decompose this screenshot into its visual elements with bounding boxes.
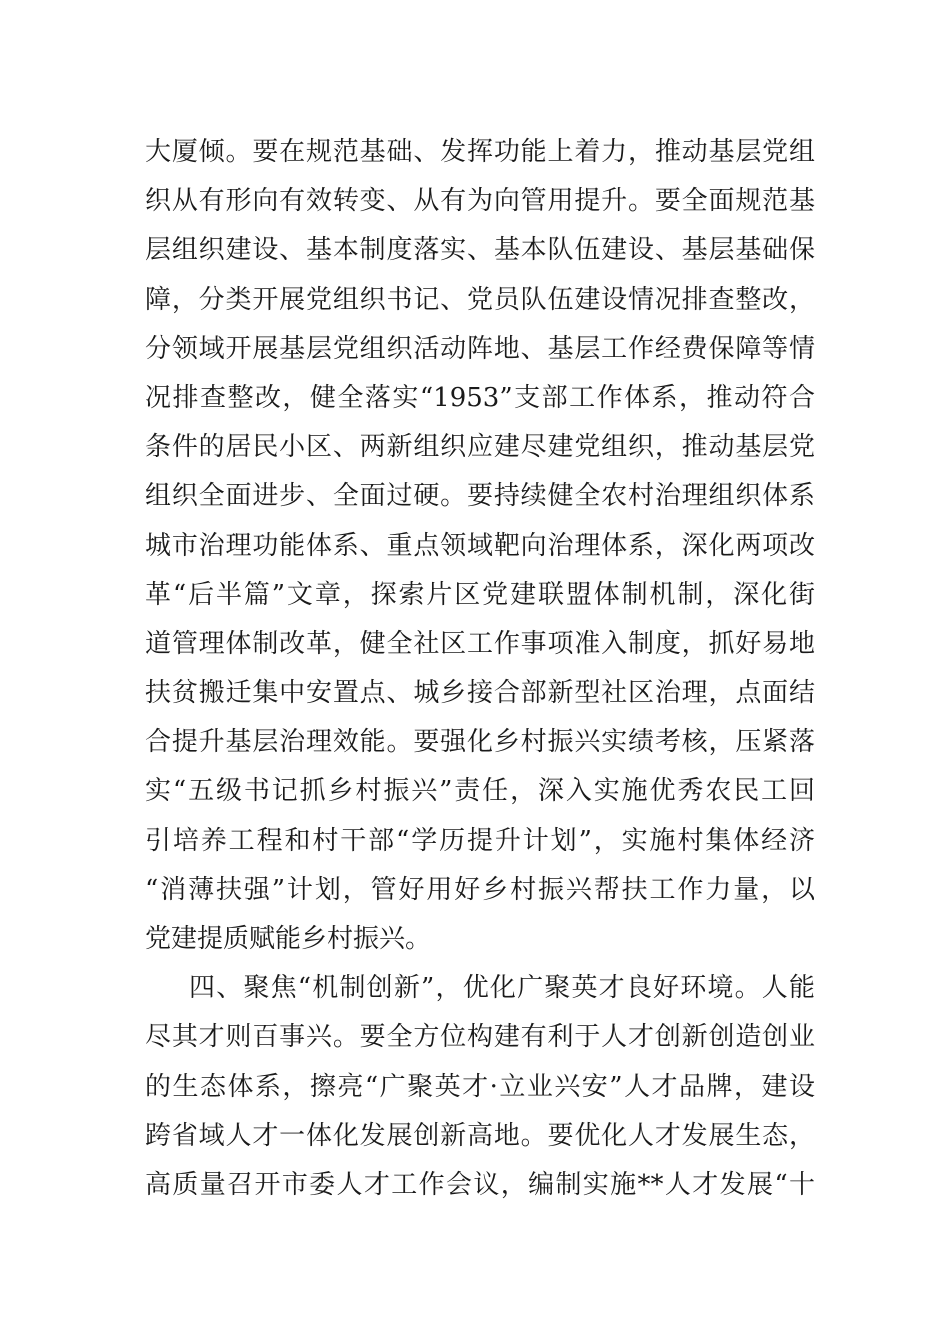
- text-line: 大厦倾。要在规范基础、发挥功能上着力，推动基层党组: [145, 137, 815, 167]
- text-line: 况排查整改，健全落实“1953”支部工作体系，推动符合: [145, 382, 815, 413]
- text-line: 引培养工程和村干部“学历提升计划”，实施村集体经济: [145, 825, 815, 856]
- text-line: 织从有形向有效转变、从有为向管用提升。要全面规范基: [145, 186, 815, 217]
- text-line: 障，分类开展党组织书记、党员队伍建设情况排查整改，: [145, 284, 815, 315]
- text-line: “消薄扶强”计划，管好用好乡村振兴帮扶工作力量，以: [145, 874, 815, 905]
- text-line: 组织全面进步、全面过硬。要持续健全农村治理组织体系: [145, 481, 815, 512]
- text-line: 跨省域人才一体化发展创新高地。要优化人才发展生态，: [145, 1120, 815, 1151]
- text-line: 扶贫搬迁集中安置点、城乡接合部新型社区治理，点面结: [145, 678, 815, 709]
- text-line: 分领域开展基层党组织活动阵地、基层工作经费保障等情: [145, 333, 815, 364]
- text-line: 高质量召开市委人才工作会议，编制实施**人才发展“十: [145, 1169, 815, 1200]
- text-line: 城市治理功能体系、重点领域靶向治理体系，深化两项改: [145, 530, 815, 561]
- text-line: 层组织建设、基本制度落实、基本队伍建设、基层基础保: [145, 235, 815, 266]
- text-line: 尽其才则百事兴。要全方位构建有利于人才创新创造创业: [145, 1022, 815, 1053]
- section-heading-line: 四、聚焦“机制创新”，优化广聚英才良好环境。人能: [189, 973, 815, 1004]
- text-line: 道管理体制改革，健全社区工作事项准入制度，抓好易地: [145, 628, 815, 659]
- body-text: [145, 128, 815, 1210]
- text-line: 条件的居民小区、两新组织应建尽建党组织，推动基层党: [145, 432, 815, 463]
- text-line: 实“五级书记抓乡村振兴”责任，深入实施优秀农民工回: [145, 776, 815, 807]
- paragraph-end-line: 党建提质赋能乡村振兴。: [145, 924, 432, 954]
- text-line: 的生态体系，擦亮“广聚英才·立业兴安”人才品牌，建设: [145, 1071, 815, 1102]
- text-line: 合提升基层治理效能。要强化乡村振兴实绩考核，压紧落: [145, 727, 815, 758]
- text-line: 革“后半篇”文章，探索片区党建联盟体制机制，深化街: [145, 579, 815, 610]
